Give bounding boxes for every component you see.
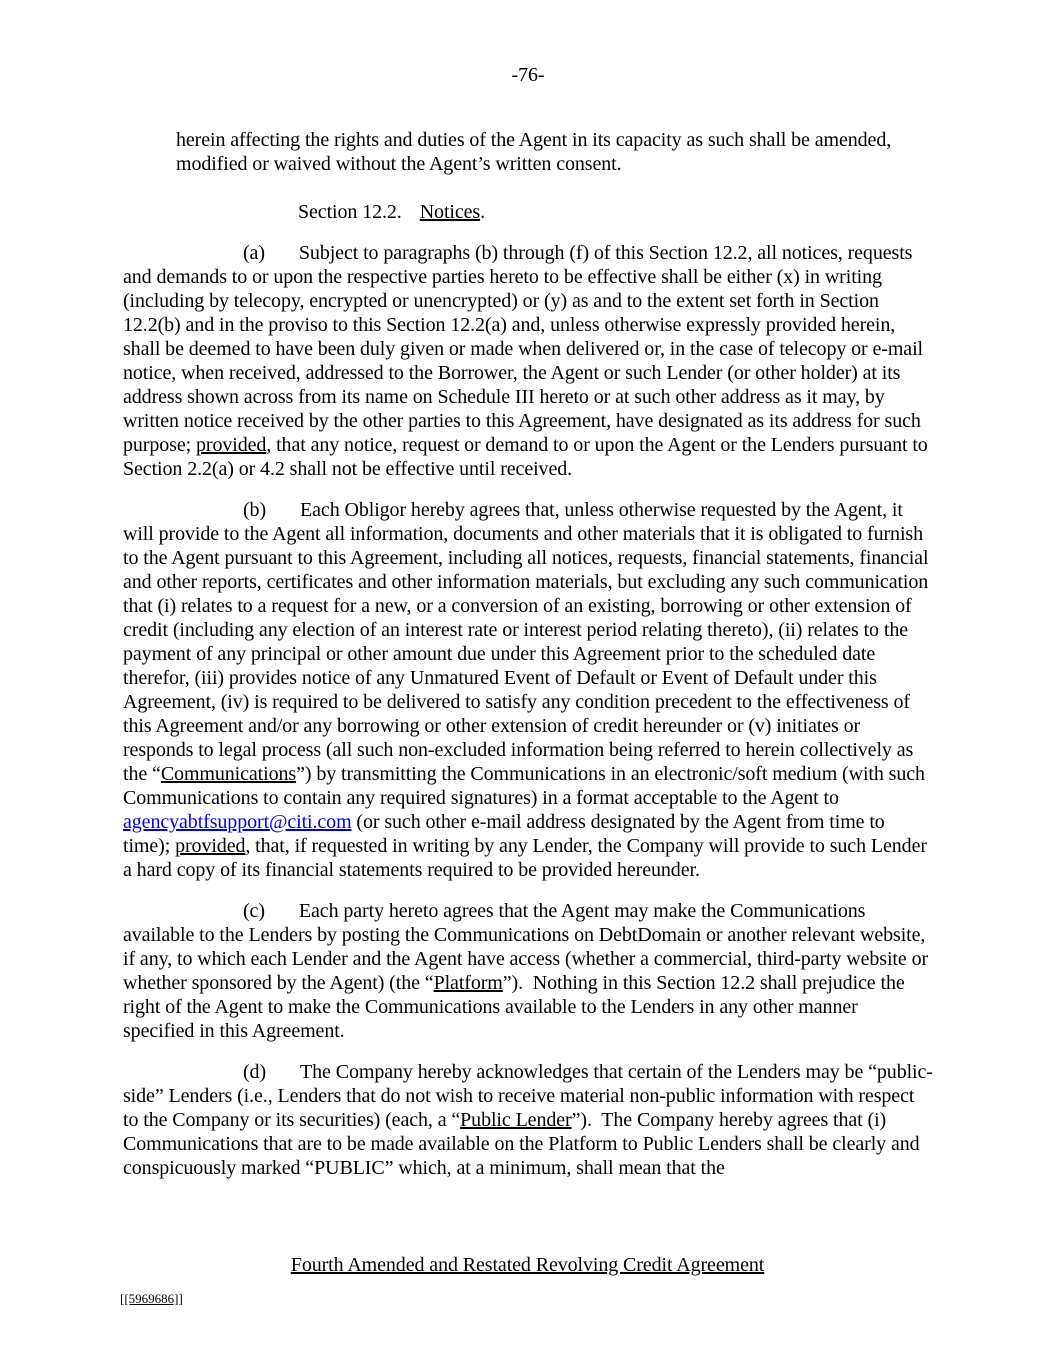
- document-id-stamp: [[5969686]]: [120, 1291, 183, 1306]
- text-run: provided: [195, 434, 267, 456]
- footer-title-text: Fourth Amended and Restated Revolving Credit Agreement: [290, 1254, 765, 1276]
- section-heading: [298, 200, 933, 224]
- paragraph-c: [123, 899, 933, 1043]
- page-number: -76-: [511, 64, 545, 86]
- paragraph-a: [123, 241, 933, 481]
- paragraph-marker: (c): [243, 900, 265, 922]
- email-link[interactable]: agencyabtfsupport@citi.com: [123, 811, 352, 833]
- text-run: ”). Nothing in this Section 12.2 shall prejudice the right of the Agent to make the Communications available to the Lenders in any other manner specified in this Agreement.: [123, 972, 905, 1042]
- text-run: Section 12.2.: [298, 201, 402, 223]
- paragraph-d: [123, 1060, 933, 1180]
- text-run: Public Lender: [460, 1109, 572, 1131]
- text-run: , that any notice, request or demand to or upon the Agent or the Lenders pursuant to Section 2.2(a) or 4.2 shall not be effective until received.: [123, 434, 928, 480]
- text-run: ”). The Company hereby agrees that (i) Communications that are to be made available on the Platform to Public Lenders shall be clearly and conspicuously marked “PUBLIC” which, at a minimum, shall mean that the: [123, 1109, 920, 1179]
- text-run: Notices: [419, 201, 481, 223]
- text-run: Communications: [160, 763, 297, 785]
- text-run: Platform: [433, 972, 503, 994]
- text-run: The Company hereby acknowledges that certain of the Lenders may be “public-side” Lenders (i.e., Lenders that do not wish to receive material non-public information with respect to the Company or its securities) (each, a “: [123, 1061, 933, 1131]
- text-run: .: [480, 201, 486, 223]
- paragraph-marker: (a): [243, 242, 265, 264]
- text-run: herein affecting the rights and duties of the Agent in its capacity as such shall be amended, modified or waived without the Agent’s written consent.: [176, 129, 892, 175]
- text-run: Each party hereto agrees that the Agent may make the Communications available to the Lenders by posting the Communications on DebtDomain or another relevant website, if any, to which each Lender and the Agent have access (whether a commercial, third-party website or whether sponsored by the Agent) (the “: [123, 900, 929, 994]
- text-run: Subject to paragraphs (b) through (f) of this Section 12.2, all notices, requests and demands to or upon the respective parties hereto to be effective shall be either (x) in writing (including by telecopy, encrypted or unencrypted) or (y) as and to the extent set forth in Section 12.2(b) and in the proviso to this Section 12.2(a) and, unless otherwise expressly provided herein, shall be deemed to have been duly given or made when delivered or, in the case of telecopy or e-mail notice, when received, addressed to the Borrower, the Agent or such Lender (or other holder) at its address shown across from its name on Schedule III hereto or at such other address as it may, by written notice received by the other parties to this Agreement, have designated as its address for such purpose;: [123, 242, 924, 456]
- paragraph-continuation: [176, 128, 933, 176]
- text-run: ”) by transmitting the Communications in an electronic/soft medium (with such Communications to contain any required signatures) in a format acceptable to the Agent to: [123, 763, 925, 809]
- text-run: provided: [175, 835, 246, 857]
- text-run: Each Obligor hereby agrees that, unless otherwise requested by the Agent, it will provide to the Agent all information, documents and other materials that it is obligated to furnish to the Agent pursuant to this Agreement, including all notices, requests, financial statements, financial and other reports, certificates and other information materials, but excluding any such communication that (i) relates to a request for a new, or a conversion of an existing, borrowing or other extension of credit (including any election of an interest rate or interest period relating thereto), (ii) relates to the payment of any principal or other amount due under this Agreement prior to the scheduled date therefor, (iii) provides notice of any Unmatured Event of Default or Event of Default under this Agreement, (iv) is required to be delivered to satisfy any condition precedent to the effectiveness of this Agreement and/or any borrowing or other extension of credit hereunder or (v) initiates or responds to legal process (all such non-excluded information being referred to herein collectively as the “: [123, 499, 929, 785]
- paragraph-b: [123, 498, 933, 882]
- text-run: (or such other e-mail address designated by the Agent from time to time);: [123, 811, 885, 857]
- text-run: , that, if requested in writing by any Lender, the Company will provide to such Lender a hard copy of its financial statements required to be provided hereunder.: [123, 835, 927, 881]
- paragraph-marker: (b): [243, 499, 267, 521]
- paragraph-marker: (d): [243, 1061, 267, 1083]
- footer-document-title: [0, 1253, 1055, 1277]
